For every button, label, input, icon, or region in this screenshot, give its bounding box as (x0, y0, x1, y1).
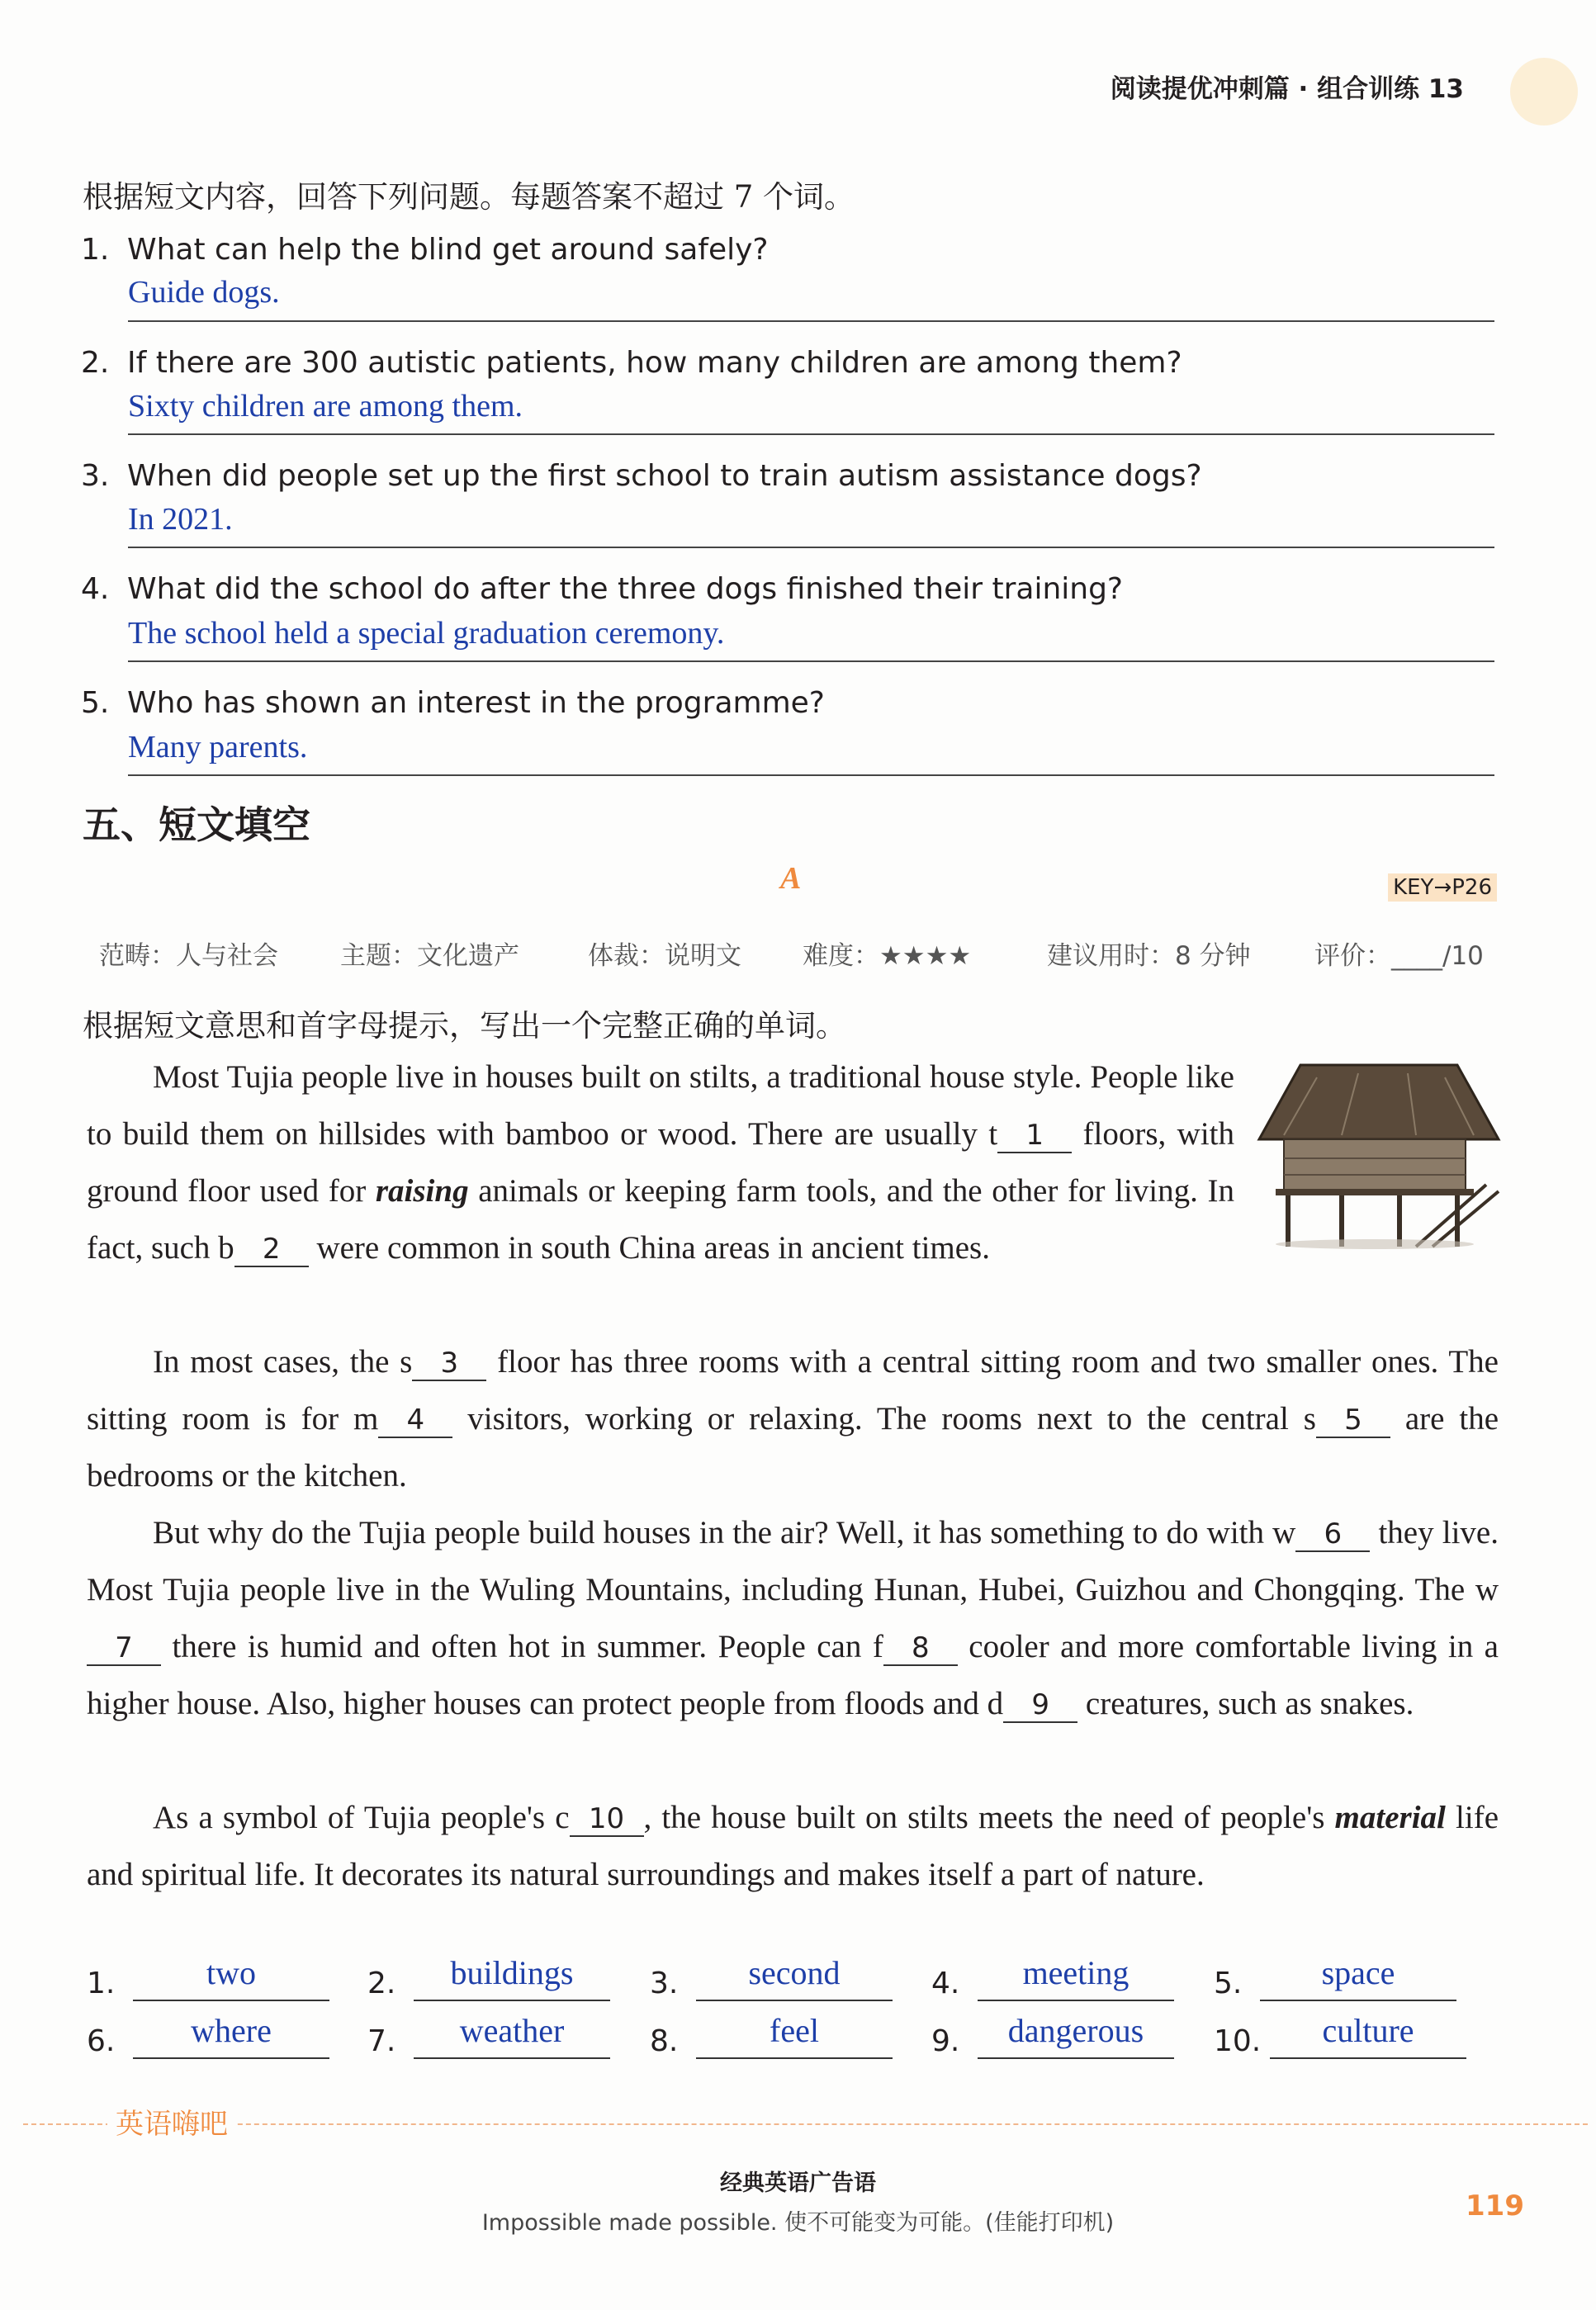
answer-slot-9 (931, 2012, 1144, 2058)
text-run: they live. Most Tujia people live in the Wuling Mountains, including Hunan, Hubei, Guizhou and Chongqing. The w (87, 1515, 1499, 1607)
part4-instruction: 根据短文内容，回答下列问题。每题答案不超过 7 个词。 (83, 179, 855, 215)
answer-value: space (1260, 1955, 1456, 2001)
answer-number: 1. (87, 1967, 116, 2000)
text-run: creatures, such as snakes. (1077, 1686, 1414, 1721)
text-run: there is humid and often hot in summer. People can f (161, 1629, 883, 1664)
question-1 (81, 233, 769, 267)
blank-4: 4 (378, 1404, 452, 1438)
blank-10: 10 (570, 1802, 644, 1837)
answer-number: 2. (367, 1967, 396, 2000)
slogan-text: Impossible made possible. 使不可能变为可能。(佳能打印机) (481, 2210, 1115, 2236)
answer-4: The school held a special graduation ceremony. (128, 616, 725, 651)
answer-line (128, 660, 1494, 662)
meta-genre: 体裁：说明文 (588, 941, 741, 971)
passage-paragraph-2 (87, 1333, 1499, 1504)
blank-1: 1 (997, 1119, 1072, 1153)
section-title: 五、短文填空 (83, 802, 310, 847)
meta-time: 建议用时：8 分钟 (1047, 941, 1251, 971)
blank-5: 5 (1316, 1404, 1390, 1438)
keyword-raising: raising (375, 1173, 469, 1209)
blank-8: 8 (883, 1631, 958, 1666)
answer-2: Sixty children are among them. (128, 389, 523, 424)
question-number: 4. (81, 572, 110, 606)
answer-value: where (133, 2013, 329, 2059)
answer-5: Many parents. (128, 730, 308, 764)
answer-value: meeting (978, 1955, 1174, 2001)
text-run: visitors, working or relaxing. The rooms next to the central s (452, 1401, 1316, 1437)
answer-slot-3 (650, 1954, 841, 2000)
answer-key-ref: KEY→P26 (1388, 873, 1497, 902)
question-text: What did the school do after the three dogs finished their training? (127, 572, 1124, 606)
answer-line (128, 547, 1494, 548)
stilt-house-image (1251, 1061, 1503, 1251)
text-run: cooler and more comfortable living in a higher house. Also, higher houses can protect people from floods and d (87, 1629, 1499, 1721)
text-run: In most cases, the s (153, 1344, 413, 1380)
question-text: When did people set up the first school to train autism assistance dogs? (127, 459, 1202, 493)
answer-slot-5 (1214, 1954, 1395, 2000)
text-run: Most Tujia people live in houses built on stilts, a traditional house style. People like to build them on hillsides with bamboo or wood. There are usually t (87, 1059, 1234, 1152)
blank-7: 7 (87, 1631, 161, 1666)
answer-line (128, 774, 1494, 776)
hut-floor (1276, 1189, 1474, 1195)
question-text: What can help the blind get around safely? (127, 233, 769, 267)
meta-difficulty: 难度：★★★★ (803, 941, 972, 971)
answer-slot-1 (87, 1954, 256, 2000)
answer-slot-7 (367, 2012, 565, 2058)
answer-line (128, 433, 1494, 435)
question-text: If there are 300 autistic patients, how many children are among them? (127, 346, 1182, 380)
question-text: Who has shown an interest in the programme? (127, 686, 825, 720)
answer-number: 5. (1214, 1967, 1243, 2000)
text-run: are the bedrooms or the kitchen. (87, 1401, 1499, 1493)
answer-1: Guide dogs. (128, 275, 280, 310)
answer-number: 7. (367, 2024, 396, 2058)
question-4 (81, 572, 1123, 606)
question-number: 3. (81, 459, 110, 493)
keyword-material: material (1334, 1800, 1446, 1835)
text-run: But why do the Tujia people build houses in the air? Well, it has something to do with w (153, 1515, 1296, 1550)
answer-value: second (696, 1955, 893, 2001)
hut-wall (1284, 1139, 1466, 1191)
answer-slot-2 (367, 1954, 574, 2000)
meta-theme: 主题：文化遗产 (340, 941, 519, 971)
question-3 (81, 459, 1202, 493)
answer-value: buildings (414, 1955, 610, 2001)
text-run: floors, with ground floor used for (87, 1116, 1235, 1209)
footer-divider (23, 2123, 1588, 2125)
answer-line (128, 320, 1494, 322)
answer-3: In 2021. (128, 502, 233, 537)
answer-slot-4 (931, 1954, 1130, 2000)
question-2 (81, 346, 1182, 380)
answer-value: two (133, 1955, 329, 2001)
text-run: life and spiritual life. It decorates its natural surroundings and makes itself a part of nature. (87, 1800, 1499, 1892)
blank-9: 9 (1003, 1688, 1077, 1723)
passage-paragraph-3 (87, 1504, 1499, 1732)
answer-number: 3. (650, 1967, 679, 2000)
page-number: 119 (1466, 2189, 1524, 2222)
header-decoration (1510, 58, 1578, 125)
answer-value: dangerous (978, 2013, 1174, 2059)
answer-number: 10. (1214, 2024, 1262, 2058)
question-5 (81, 686, 825, 720)
part5-instruction: 根据短文意思和首字母提示，写出一个完整正确的单词。 (83, 1008, 846, 1044)
text-run: animals or keeping farm tools, and the other for living. In fact, such b (87, 1173, 1234, 1266)
question-number: 2. (81, 346, 110, 380)
text-run: , the house built on stilts meets the need of people's (643, 1800, 1335, 1835)
answer-number: 6. (87, 2024, 116, 2058)
text-run: were common in south China areas in ancient times. (308, 1230, 990, 1266)
answer-slot-10 (1214, 2012, 1414, 2058)
answer-number: 8. (650, 2024, 679, 2058)
footer-column-title: 英语嗨吧 (107, 2101, 236, 2142)
answer-slot-6 (87, 2012, 272, 2058)
answer-number: 4. (931, 1967, 960, 2000)
passage-label: A (780, 861, 802, 896)
answer-value: culture (1270, 2013, 1466, 2059)
blank-2: 2 (234, 1233, 309, 1267)
passage-paragraph-1 (87, 1048, 1234, 1276)
passage-paragraph-4 (87, 1789, 1499, 1903)
text-run: floor has three rooms with a central sitting room and two smaller ones. The sitting room is for m (87, 1344, 1499, 1437)
text-run: As a symbol of Tujia people's c (153, 1800, 570, 1835)
page-header: 阅读提优冲刺篇 · 组合训练 13 (1110, 74, 1464, 104)
blank-3: 3 (412, 1347, 486, 1381)
slogan-title: 经典英语广告语 (720, 2170, 876, 2196)
blank-6: 6 (1295, 1517, 1370, 1552)
answer-slot-8 (650, 2012, 819, 2058)
question-number: 5. (81, 686, 110, 720)
hut-shadow (1276, 1239, 1474, 1249)
meta-scope: 范畴：人与社会 (99, 941, 278, 971)
question-number: 1. (81, 233, 110, 267)
answer-value: weather (414, 2013, 610, 2059)
answer-value: feel (696, 2013, 893, 2059)
answer-number: 9. (931, 2024, 960, 2058)
meta-score: 评价：____/10 (1314, 941, 1484, 971)
ladder (1433, 1191, 1499, 1247)
